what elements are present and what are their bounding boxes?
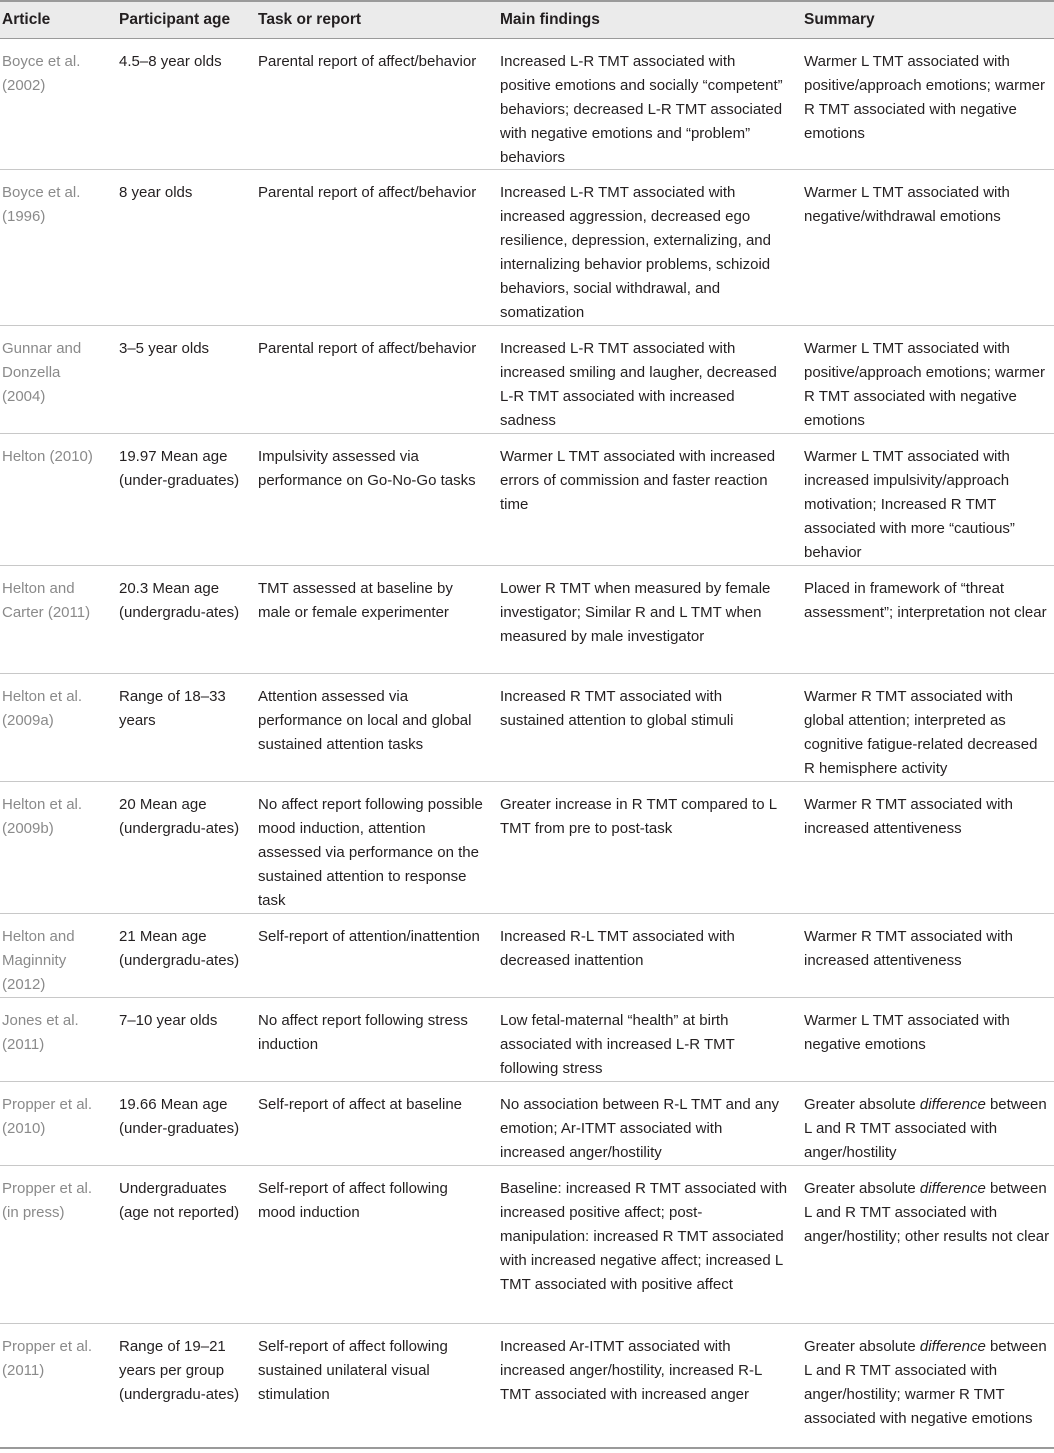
table-row [0,1082,1054,1166]
cell-findings: Increased R-L TMT associated with decreased inattention [500,928,735,969]
cell-task: Impulsivity assessed via performance on Go-No-Go tasks [258,448,476,489]
table-row [0,566,1054,674]
cell-article: Helton (2010) [2,448,93,465]
cell-findings: No association between R-L TMT and any emotion; Ar-ITMT associated with increased anger/hostility [500,1096,780,1161]
header-article: Article [2,11,51,28]
cell-article: Helton et al. (2009a) [2,688,83,729]
cell-summary: Warmer L TMT associated with positive/approach emotions; warmer R TMT associated with negative emotions [804,53,1045,142]
cell-age: 8 year olds [119,184,193,201]
table-row [0,1324,1054,1449]
summary-text: between L and R TMT associated with anger/hostility [804,1096,1047,1161]
table-row [0,434,1054,566]
cell-task: Parental report of affect/behavior [258,53,477,70]
header-main-findings: Main findings [500,11,600,28]
cell-summary: Placed in framework of “threat assessment”; interpretation not clear [804,580,1047,621]
cell-summary: Warmer R TMT associated with increased attentiveness [804,796,1013,837]
cell-summary [804,1177,1052,1249]
table-row [0,782,1054,914]
table-row [0,914,1054,998]
cell-task: Attention assessed via performance on local and global sustained attention tasks [258,688,472,753]
cell-age: Range of 19–21 years per group (undergradu-ates) [119,1338,240,1403]
cell-findings: Baseline: increased R TMT associated with increased positive affect; post-manipulation: increased R TMT associated with increased negative affect; increased L TMT associated with positive affect [500,1180,788,1293]
cell-findings: Increased L-R TMT associated with positive emotions and socially “competent” behaviors; decreased L-R TMT associated with negative emotions and “problem” behaviors [500,53,783,166]
cell-task: Self-report of attention/inattention [258,928,480,945]
header-participant-age: Participant age [119,11,231,28]
summary-emphasis: difference [919,1096,986,1113]
cell-findings: Increased L-R TMT associated with increased smiling and laugher, decreased L-R TMT associated with increased sadness [500,340,777,429]
summary-text: Greater absolute [804,1096,920,1113]
cell-findings: Greater increase in R TMT compared to L TMT from pre to post-task [500,796,777,837]
cell-article: Helton et al. (2009b) [2,796,83,837]
cell-article: Boyce et al. (1996) [2,184,81,225]
cell-task: Self-report of affect following sustained unilateral visual stimulation [258,1338,448,1403]
cell-task: TMT assessed at baseline by male or female experimenter [258,580,453,621]
cell-age: 21 Mean age (undergradu-ates) [119,928,240,969]
table-row [0,170,1054,326]
summary-text: Greater absolute [804,1338,920,1355]
header-summary: Summary [804,11,875,28]
summary-emphasis: difference [919,1180,986,1197]
table-row [0,1166,1054,1324]
summary-text: Greater absolute [804,1180,920,1197]
cell-task: Parental report of affect/behavior [258,340,477,357]
header-task-or-report: Task or report [258,11,362,28]
cell-summary [804,1335,1052,1431]
cell-task: No affect report following possible mood induction, attention assessed via performance on the sustained attention to response task [258,796,483,909]
cell-task: Parental report of affect/behavior [258,184,477,201]
cell-age: 19.66 Mean age (under-graduates) [119,1096,240,1137]
cell-age: 3–5 year olds [119,340,210,357]
cell-task: No affect report following stress induction [258,1012,468,1053]
cell-article: Propper et al. (2011) [2,1338,93,1379]
summary-text: between L and R TMT associated with anger/hostility; other results not clear [804,1180,1050,1245]
cell-findings: Increased Ar-ITMT associated with increased anger/hostility, increased R-L TMT associated with increased anger [500,1338,762,1403]
cell-summary: Warmer R TMT associated with global attention; interpreted as cognitive fatigue-related decreased R hemisphere activity [804,688,1038,777]
cell-age: 4.5–8 year olds [119,53,222,70]
table-header [0,2,1054,39]
cell-task: Self-report of affect at baseline [258,1096,463,1113]
cell-task: Self-report of affect following mood induction [258,1180,448,1221]
cell-age: 20.3 Mean age (undergradu-ates) [119,580,240,621]
table-row [0,998,1054,1082]
cell-summary: Warmer L TMT associated with positive/approach emotions; warmer R TMT associated with negative emotions [804,340,1045,429]
cell-article: Helton and Carter (2011) [2,580,91,621]
table-row [0,39,1054,170]
cell-age: 19.97 Mean age (under-graduates) [119,448,240,489]
cell-article: Propper et al. (2010) [2,1096,93,1137]
cell-summary: Warmer L TMT associated with negative/withdrawal emotions [804,184,1010,225]
cell-summary: Warmer R TMT associated with increased attentiveness [804,928,1013,969]
cell-summary: Warmer L TMT associated with negative emotions [804,1012,1010,1053]
cell-findings: Increased R TMT associated with sustained attention to global stimuli [500,688,734,729]
cell-article: Jones et al. (2011) [2,1012,79,1053]
summary-emphasis: difference [919,1338,986,1355]
cell-findings: Lower R TMT when measured by female investigator; Similar R and L TMT when measured by male investigator [500,580,771,645]
cell-summary: Warmer L TMT associated with increased impulsivity/approach motivation; Increased R TMT associated with more “cautious” behavior [804,448,1015,561]
cell-article: Propper et al. (in press) [2,1180,93,1221]
cell-age: 7–10 year olds [119,1012,218,1029]
cell-age: 20 Mean age (undergradu-ates) [119,796,240,837]
table-row [0,674,1054,782]
table-row [0,326,1054,434]
cell-age: Undergraduates (age not reported) [119,1180,240,1221]
cell-findings: Low fetal-maternal “health” at birth associated with increased L-R TMT following stress [500,1012,735,1077]
summary-text: between L and R TMT associated with anger/hostility; warmer R TMT associated with negative emotions [804,1338,1047,1427]
cell-findings: Increased L-R TMT associated with increased aggression, decreased ego resilience, depression, externalizing, and internalizing behavior problems, schizoid behaviors, social withdrawal, and somatization [500,184,771,321]
cell-findings: Warmer L TMT associated with increased errors of commission and faster reaction time [500,448,776,513]
cell-article: Gunnar and Donzella (2004) [2,340,82,405]
cell-age: Range of 18–33 years [119,688,226,729]
cell-article: Helton and Maginnity (2012) [2,928,75,993]
cell-summary [804,1093,1052,1165]
cell-article: Boyce et al. (2002) [2,53,81,94]
